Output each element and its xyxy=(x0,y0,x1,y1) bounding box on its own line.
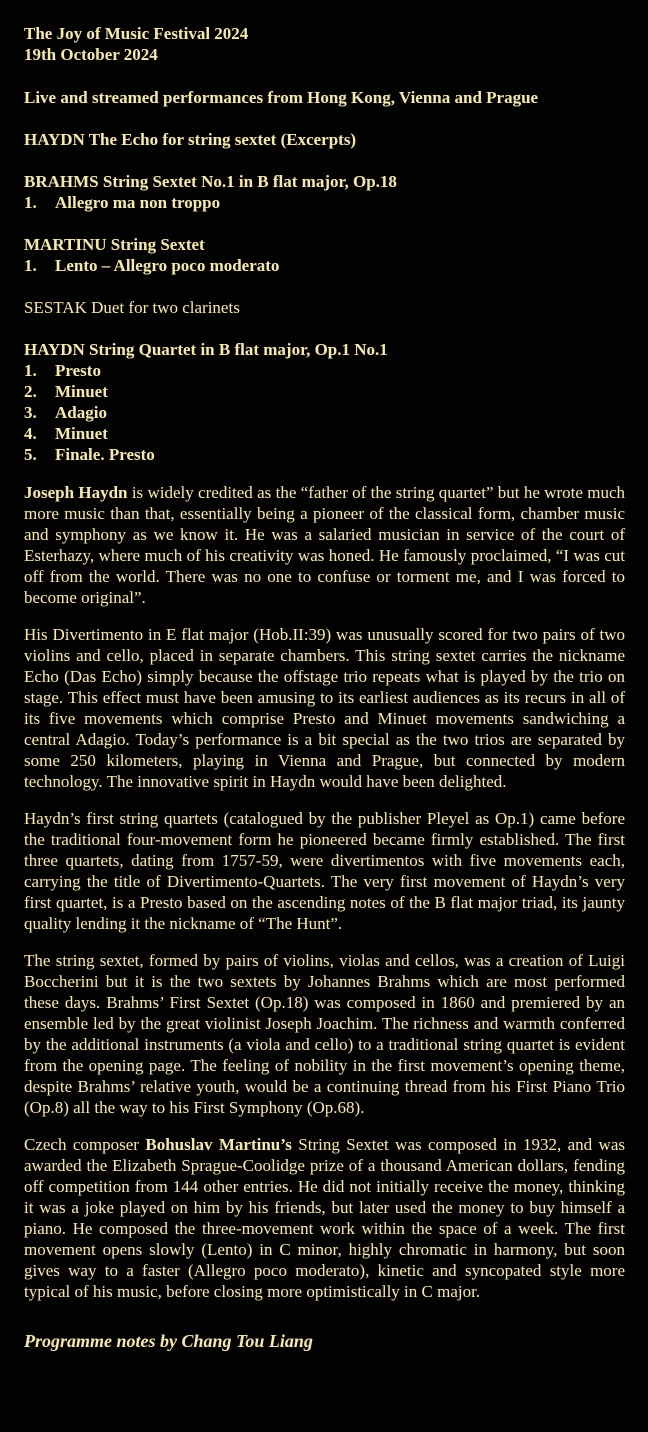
movement-row xyxy=(24,381,625,402)
note-paragraph-haydn-bio xyxy=(24,482,625,608)
movement-label: Lento – Allegro poco moderato xyxy=(55,256,280,275)
work-haydn-quartet xyxy=(24,339,625,465)
movement-row xyxy=(24,360,625,381)
paragraph-text: Haydn’s first string quartets (catalogued by the publisher Pleyel as Op.1) came before the traditional four-movement form he pioneered became firmly established. The first three quartets, dating from 1757-59, were divertimentos with five movements each, carrying the title of Divertimento-Quartets. The very first movement of Haydn’s very first quartet, is a Presto based on the ascending notes of the B flat major triad, its jaunty quality lending it the nickname of “The Hunt”. xyxy=(24,809,625,933)
movement-number: 2. xyxy=(24,382,37,401)
note-paragraph-martinu xyxy=(24,1134,625,1302)
movement-label: Adagio xyxy=(55,403,107,422)
header-block xyxy=(24,23,625,65)
paragraph-text: is widely credited as the “father of the string quartet” but he wrote much more music than that, essentially being a pioneer of the classical form, chamber music and symphony as we know it. He was a salaried musician in service of the court of Esterhazy, where much of his creativity was honed. He famously proclaimed, “I was cut off from the world. There was no one to confuse or torment me, and I was forced to become original”. xyxy=(24,483,625,607)
performance-subtitle: Live and streamed performances from Hong Kong, Vienna and Prague xyxy=(24,88,539,107)
event-date: 19th October 2024 xyxy=(24,45,158,64)
movement-row xyxy=(24,423,625,444)
movement-row xyxy=(24,192,625,213)
paragraph-text: His Divertimento in E flat major (Hob.II:39) was unusually scored for two pairs of two violins and cello, placed in separate chambers. This string sextet carries the nickname Echo (Das Echo) simply because the offstage trio repeats what is played by the trio on stage. This effect must have been amusing to its earliest audiences as its recurs in all of its five movements which comprise Presto and Minuet movements sandwiching a central Adagio. Today’s performance is a bit special as the two trios are separated by some 250 kilometers, playing in Vienna and Prague, but connected by modern technology. The innovative spirit in Haydn would have been delighted. xyxy=(24,625,625,791)
movement-number: 1. xyxy=(24,193,37,212)
movement-label: Minuet xyxy=(55,382,108,401)
movement-label: Minuet xyxy=(55,424,108,443)
paragraph-text: String Sextet was composed in 1932, and was awarded the Elizabeth Sprague-Coolidge prize of a thousand American dollars, fending off competition from 144 other entries. He did not initially receive the money, thinking it was a joke played on him by his friends, but later used the money to buy himself a piano. He composed the three-movement work within the space of a week. The first movement opens slowly (Lento) in C minor, highly chromatic in harmony, but soon gives way to a faster (Allegro poco moderato), kinetic and syncopated style more typical of his music, before closing more optimistically in C major. xyxy=(24,1135,625,1301)
movement-number: 3. xyxy=(24,403,37,422)
work-title: MARTINU String Sextet xyxy=(24,235,205,254)
composer-name-bold: Bohuslav Martinu’s xyxy=(145,1135,292,1154)
note-paragraph-first-quartets xyxy=(24,808,625,934)
note-paragraph-brahms xyxy=(24,950,625,1118)
movement-number: 1. xyxy=(24,361,37,380)
movement-number: 4. xyxy=(24,424,37,443)
work-title: BRAHMS String Sextet No.1 in B flat major, Op.18 xyxy=(24,172,397,191)
movement-number: 1. xyxy=(24,256,37,275)
movement-row xyxy=(24,255,625,276)
note-paragraph-divertimento xyxy=(24,624,625,792)
work-title: SESTAK Duet for two clarinets xyxy=(24,298,240,317)
work-martinu-sextet xyxy=(24,234,625,276)
movement-label: Allegro ma non troppo xyxy=(55,193,221,212)
festival-title: The Joy of Music Festival 2024 xyxy=(24,24,249,43)
paragraph-text: The string sextet, formed by pairs of violins, violas and cellos, was a creation of Luigi Boccherini but it is the two sextets by Johannes Brahms which are most performed these days. Brahms’ First Sextet (Op.18) was composed in 1860 and premiered by an ensemble led by the great violinist Joseph Joachim. The richness and warmth conferred by the additional instruments (a viola and cello) to a traditional string quartet is evident from the opening page. The feeling of nobility in the first movement’s opening theme, despite Brahms’ relative youth, would be a continuing thread from his First Piano Trio (Op.8) all the way to his First Symphony (Op.68). xyxy=(24,951,625,1117)
movement-row xyxy=(24,444,625,465)
work-title: HAYDN The Echo for string sextet (Excerpts) xyxy=(24,130,357,149)
work-brahms-sextet xyxy=(24,171,625,213)
credits-line: Programme notes by Chang Tou Liang xyxy=(24,1331,313,1351)
programme-notes xyxy=(24,482,625,1302)
work-haydn-echo xyxy=(24,129,625,150)
composer-name-bold: Joseph Haydn xyxy=(24,483,128,502)
work-title: HAYDN String Quartet in B flat major, Op.1 No.1 xyxy=(24,340,388,359)
paragraph-text: Czech composer xyxy=(24,1135,146,1154)
movement-row xyxy=(24,402,625,423)
movement-label: Presto xyxy=(55,361,101,380)
work-sestak-duet xyxy=(24,297,625,318)
movement-label: Finale. Presto xyxy=(55,445,155,464)
movement-number: 5. xyxy=(24,445,37,464)
